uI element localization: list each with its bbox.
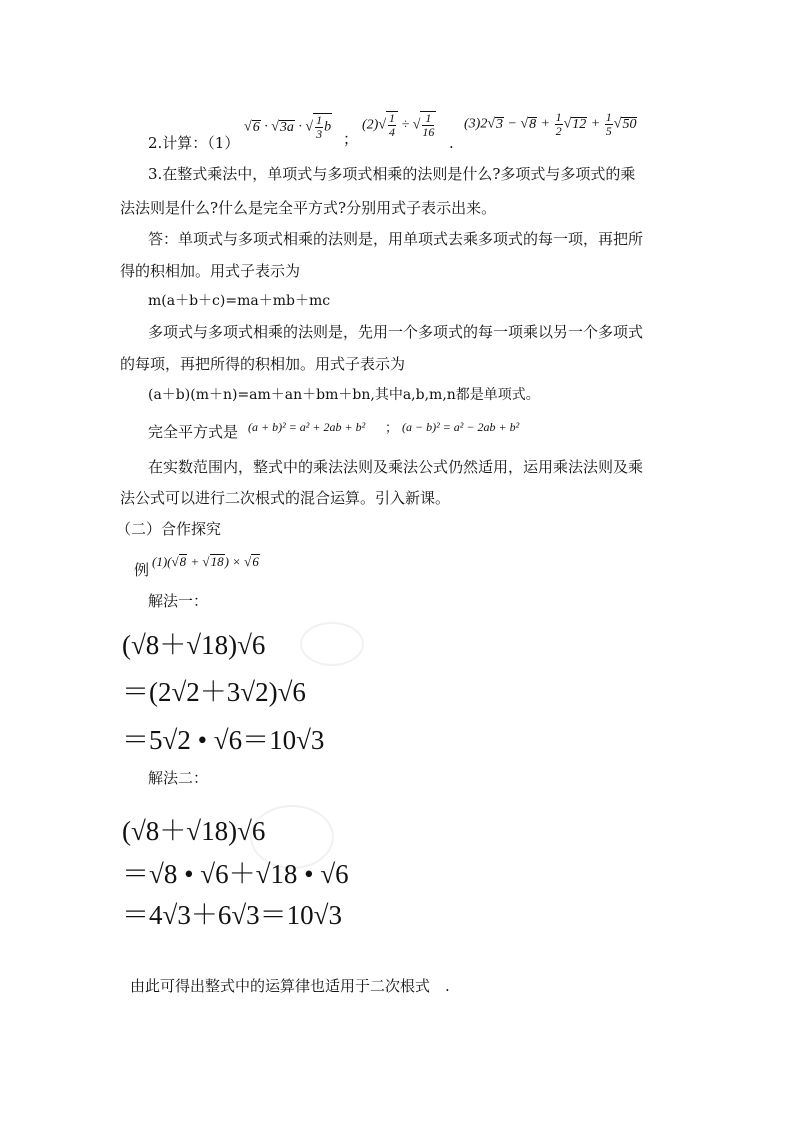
square-formula-2: (a − b)² = a² − 2ab + b²: [402, 420, 520, 434]
answer-line1: 答：单项式与多项式相乘的法则是，用单项式去乘多项式的每一项，再把所: [148, 230, 644, 248]
solution2-step1: (√8＋√18)√6: [122, 816, 266, 846]
q3-line1: 3.在整式乘法中，单项式与多项式相乘的法则是什么?多项式与多项式的乘: [148, 165, 636, 183]
answer-line2: 得的积相加。用式子表示为: [120, 262, 301, 280]
q2-sep1: ；: [343, 130, 359, 148]
q2-part2: (2)√ $\frac{1}{4}$ ÷ √ $\frac{1}{16}$: [362, 111, 435, 139]
solution2-step2: ＝√8 • √6＋√18 • √6: [122, 859, 349, 889]
q2-label: 2.计算：（1）: [148, 134, 240, 152]
q2-line: [148, 132, 239, 154]
conclusion: 由此可得出整式中的运算律也适用于二次根式 .: [130, 977, 450, 995]
q2-part1: √6 · √3a · √ $\frac{1}{3}$ b: [244, 113, 332, 141]
answer-line4: 的每项，再把所得的积相加。用式子表示为: [120, 355, 406, 373]
solution2-label: 解法二：: [148, 769, 209, 787]
answer-line3: 多项式与多项式相乘的法则是，先用一个多项式的每一项乘以另一个多项式: [148, 323, 644, 341]
watermark-1: [300, 622, 364, 666]
solution1-label: 解法一：: [148, 592, 209, 610]
section-heading: （二）合作探究: [116, 520, 222, 538]
formula-single-multi: m(a＋b＋c)=ma＋mb＋mc: [148, 293, 331, 309]
formula-multi-multi: (a＋b)(m＋n)=am＋an＋bm＋bn,其中a,b,m,n都是单项式。: [148, 387, 540, 403]
q2-sep2: .: [449, 134, 454, 152]
intro-line2: 法公式可以进行二次根式的混合运算。引入新课。: [120, 489, 451, 507]
solution1-step1: (√8＋√18)√6: [122, 630, 266, 660]
q2-part3: (3)2√3 − √8 + $\frac{1}{2}$ √12 + $\frac{1}{5}$ √50: [464, 110, 637, 138]
solution1-step3: ＝5√2 • √6＝10√3: [122, 725, 325, 755]
q3-line2: 法法则是什么?什么是完全平方式?分别用式子表示出来。: [120, 199, 497, 217]
solution2-step3: ＝4√3＋6√3＝10√3: [122, 900, 342, 930]
example-label: 例: [134, 561, 150, 579]
example-expression: (1)(√8 + √18) × √6: [152, 554, 259, 569]
square-label: 完全平方式是: [148, 423, 239, 441]
intro-line1: 在实数范围内，整式中的乘法法则及乘法公式仍然适用，运用乘法法则及乘: [148, 458, 644, 476]
square-formula-1: (a + b)² = a² + 2ab + b²: [248, 420, 366, 434]
square-sep: ；: [385, 421, 399, 436]
solution1-step2: ＝(2√2＋3√2)√6: [122, 677, 306, 707]
